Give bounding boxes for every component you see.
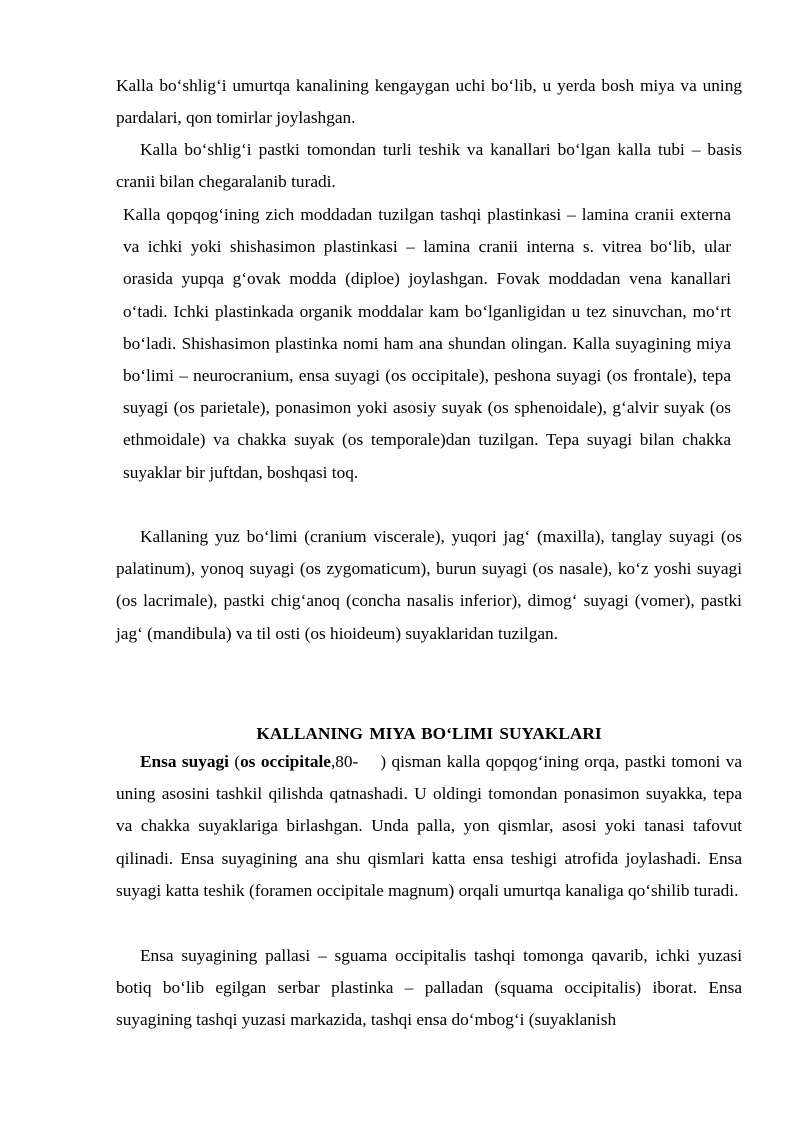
term-occipital-bone: Ensa suyagi xyxy=(140,752,229,771)
paragraph-occipital-bone xyxy=(116,746,742,907)
paragraph-cranial-base: Kalla bo‘shlig‘i pastki tomondan turli teshik va kanallari bo‘lgan kalla tubi – basis cranii bilan chegaralanib turadi. xyxy=(116,140,742,192)
term-os-occipitale: os occipitale xyxy=(240,752,331,771)
paragraph-text: ) qisman kalla qopqog‘ining orqa, pastki tomoni va uning asosini tashkil qilishda qatnashadi. U oldingi tomondan ponasimon suyakka, tepa va chakka suyaklariga birlashgan. Unda palla, yon qismlar, asosi yoki tanasi tafovut qilinadi. Ensa suyagining ana shu qismlari katta ensa teshigi atrofida joylashadi. Ensa suyagi katta teshik (foramen occipitale magnum) orqali umurtqa kanaliga qo‘shilib turadi. xyxy=(116,752,743,900)
section-heading: KALLANING MIYA BO‘LIMI SUYAKLARI xyxy=(256,724,602,743)
paragraph-cranial-vault: Kalla qopqog‘ining zich moddadan tuzilgan tashqi plastinkasi – lamina cranii externa va ichki yoki shishasimon plastinkasi – lamina cranii interna s. vitrea bo‘lib, ular orasida yupqa g‘ovak modda (diploe) joylashgan. Fovak moddadan vena kanallari o‘tadi. Ichki plastinkada organik moddalar kam bo‘lganligidan u tez sinuvchan, mo‘rt bo‘ladi. Shishasimon plastinka nomi ham ana shundan olingan. Kalla suyagining miya bo‘limi – neurocranium, ensa suyagi (os occipitale), peshona suyagi (os frontale), tepa suyagi (os parietale), ponasimon yoki asosiy suyak (os sphenoidale), g‘alvir suyak (os ethmoidale) va chakka suyak (os temporale)dan tuzilgan. Tepa suyagi bilan chakka suyaklar bir juftdan, boshqasi toq. xyxy=(123,205,731,482)
paragraph-cranial-cavity: Kalla bo‘shlig‘i umurtqa kanalining kengaygan uchi bo‘lib, u yerda bosh miya va uning pardalari, qon tomirlar joylashgan. xyxy=(116,76,742,128)
paragraph-occipital-squama: Ensa suyagining pallasi – sguama occipitalis tashqi tomonga qavarib, ichki yuzasi botiq bo‘lib egilgan serbar plastinka – palladan (squama occipitalis) iborat. Ensa suyagining tashqi yuzasi markazida, tashqi ensa do‘mbog‘i (suyaklanish xyxy=(116,946,742,1030)
figure-reference: ,80- xyxy=(330,752,359,771)
open-paren: ( xyxy=(228,752,241,771)
paragraph-facial-skeleton: Kallaning yuz bo‘limi (cranium viscerale), yuqori jag‘ (maxilla), tanglay suyagi (os palatinum), yonoq suyagi (os zygomaticum), burun suyagi (os nasale), ko‘z yoshi suyagi (os lacrimale), pastki chig‘anoq (concha nasalis inferior), dimog‘ suyagi (vomer), pastki jag‘ (mandibula) va til osti (os hioideum) suyaklaridan tuzilgan. xyxy=(116,527,742,643)
